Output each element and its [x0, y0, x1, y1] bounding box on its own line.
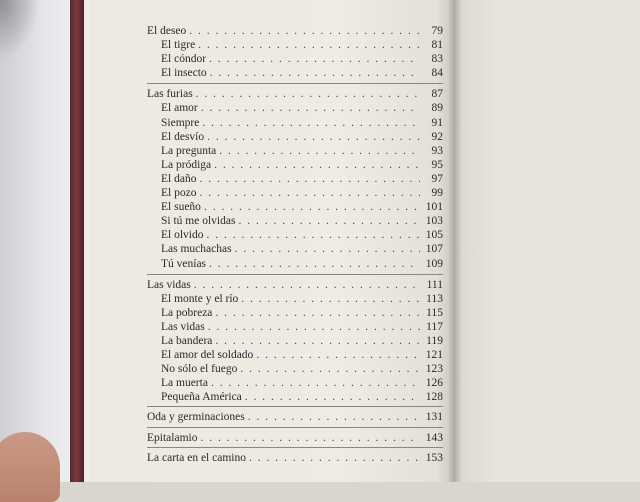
toc-subentry — [147, 242, 443, 256]
toc-page-number: 117 — [426, 320, 443, 333]
toc-entry — [147, 278, 443, 292]
toc-entry-title: La muerta — [161, 377, 208, 390]
section-divider — [147, 83, 443, 84]
toc-page-number: 81 — [431, 39, 443, 52]
toc-leader-dots — [210, 66, 420, 80]
toc-leader-dots — [189, 24, 420, 38]
toc-subentry — [147, 101, 443, 115]
book-cover-edge — [70, 0, 84, 482]
toc-entry-title: Las vidas — [147, 278, 191, 291]
toc-page-number: 107 — [425, 243, 443, 256]
toc-page-number: 103 — [425, 215, 443, 228]
toc-leader-dots — [200, 431, 420, 445]
toc-subentry — [147, 362, 443, 376]
toc-entry-title: Tú venías — [161, 257, 207, 270]
toc-entry-title: La carta en el camino — [147, 451, 246, 464]
toc-entry-title: Oda y germinaciones — [147, 411, 245, 424]
toc-leader-dots — [201, 101, 420, 115]
toc-page-number: 109 — [425, 257, 443, 270]
toc-subentry — [147, 116, 443, 130]
toc-entry — [147, 451, 443, 465]
toc-leader-dots — [194, 278, 420, 292]
toc-page-number: 131 — [425, 411, 443, 424]
toc-subentry — [147, 320, 443, 334]
section-divider — [147, 447, 443, 448]
toc-entry-title: El sueño — [161, 201, 201, 214]
toc-subentry — [147, 214, 443, 228]
toc-entry-title: No sólo el fuego — [161, 363, 238, 376]
toc-leader-dots — [238, 214, 420, 228]
section-divider — [147, 406, 443, 407]
toc-page-number: 79 — [431, 25, 443, 37]
toc-leader-dots — [199, 186, 420, 200]
toc-leader-dots — [240, 362, 420, 376]
toc-page-number: 87 — [431, 88, 443, 101]
toc-entry-title: Las vidas — [161, 320, 205, 333]
toc-page-number: 113 — [426, 292, 443, 305]
toc-leader-dots — [211, 376, 420, 390]
toc-entry-title: La pródiga — [161, 158, 212, 171]
toc-subentry — [147, 52, 443, 66]
toc-entry-title: El cóndor — [161, 53, 207, 66]
toc-page-number: 89 — [431, 102, 443, 115]
toc-leader-dots — [204, 200, 420, 214]
toc-entry-title: Las muchachas — [161, 243, 232, 256]
toc-subentry — [147, 334, 443, 348]
toc-subentry — [147, 292, 443, 306]
toc-entry-title: El deseo — [147, 25, 187, 37]
toc-leader-dots — [207, 130, 420, 144]
toc-subentry — [147, 376, 443, 390]
toc-subentry — [147, 348, 443, 362]
toc-page-number: 121 — [425, 349, 443, 362]
toc-entry-title: El desvío — [161, 130, 205, 143]
toc-leader-dots — [215, 334, 420, 348]
toc-page-number: 92 — [431, 130, 443, 143]
toc-subentry — [147, 390, 443, 404]
toc-entry-title: El amor del soldado — [161, 349, 254, 362]
toc-subentry — [147, 38, 443, 52]
toc-leader-dots — [214, 158, 420, 172]
toc-page-number: 83 — [431, 53, 443, 66]
toc-page-number: 84 — [431, 67, 443, 80]
toc-page-number: 143 — [425, 431, 443, 444]
toc-leader-dots — [196, 87, 420, 101]
toc-leader-dots — [219, 144, 420, 158]
toc-subentry — [147, 257, 443, 271]
toc-page-number: 128 — [425, 391, 443, 404]
toc-subentry — [147, 172, 443, 186]
toc-page-number: 105 — [425, 229, 443, 242]
toc-subentry — [147, 186, 443, 200]
toc-entry — [147, 431, 443, 445]
toc-entry-title: Las furias — [147, 88, 193, 101]
toc-subentry — [147, 144, 443, 158]
toc-entry-title: Pequeña América — [161, 391, 242, 404]
toc-page-number: 97 — [431, 172, 443, 185]
toc-entry-title: El amor — [161, 102, 198, 115]
toc-page-number: 95 — [431, 158, 443, 171]
toc-page-number: 93 — [431, 144, 443, 157]
toc-entry-title: El olvido — [161, 229, 204, 242]
section-divider — [147, 427, 443, 428]
right-page — [458, 0, 640, 482]
toc-leader-dots — [209, 52, 420, 66]
toc-page-number: 101 — [425, 201, 443, 214]
toc-entry-title: El monte y el río — [161, 292, 239, 305]
toc-entry-title: Epitalamio — [147, 431, 198, 444]
toc-page-number: 115 — [426, 306, 443, 319]
toc-leader-dots — [249, 451, 420, 465]
toc-entry-title: El pozo — [161, 187, 197, 200]
toc-page-number: 126 — [425, 377, 443, 390]
book-gutter — [448, 0, 462, 482]
toc-leader-dots — [198, 38, 420, 52]
toc-subentry — [147, 306, 443, 320]
toc-leader-dots — [208, 320, 420, 334]
toc-entry — [147, 87, 443, 101]
toc-entry — [147, 410, 443, 424]
toc-subentry — [147, 228, 443, 242]
toc-page-number: 119 — [426, 334, 443, 347]
toc-subentry — [147, 130, 443, 144]
toc-subentry — [147, 158, 443, 172]
toc-entry-title: La pregunta — [161, 144, 217, 157]
toc-entry-title: La bandera — [161, 334, 213, 347]
toc-leader-dots — [248, 410, 420, 424]
toc-leader-dots — [235, 242, 420, 256]
toc-page-number: 111 — [426, 278, 443, 291]
toc-leader-dots — [209, 257, 420, 271]
toc-entry — [147, 24, 443, 38]
table-of-contents — [147, 24, 443, 465]
toc-leader-dots — [202, 116, 420, 130]
toc-entry-title: Si tú me olvidas — [161, 215, 236, 228]
toc-page-number: 123 — [425, 363, 443, 376]
toc-entry-title: La pobreza — [161, 306, 213, 319]
toc-leader-dots — [241, 292, 420, 306]
toc-entry-title: El insecto — [161, 67, 207, 80]
toc-leader-dots — [215, 306, 420, 320]
toc-entry-title: Siempre — [161, 116, 200, 129]
toc-leader-dots — [256, 348, 420, 362]
section-divider — [147, 274, 443, 275]
background-shadow — [0, 0, 40, 60]
toc-leader-dots — [199, 172, 420, 186]
toc-entry-title: El tigre — [161, 39, 196, 52]
toc-leader-dots — [245, 390, 420, 404]
toc-subentry — [147, 66, 443, 80]
toc-page-number: 99 — [431, 187, 443, 200]
toc-leader-dots — [207, 228, 421, 242]
toc-subentry — [147, 200, 443, 214]
toc-page-number: 153 — [425, 451, 443, 464]
toc-entry-title: El daño — [161, 172, 197, 185]
toc-page-number: 91 — [431, 116, 443, 129]
